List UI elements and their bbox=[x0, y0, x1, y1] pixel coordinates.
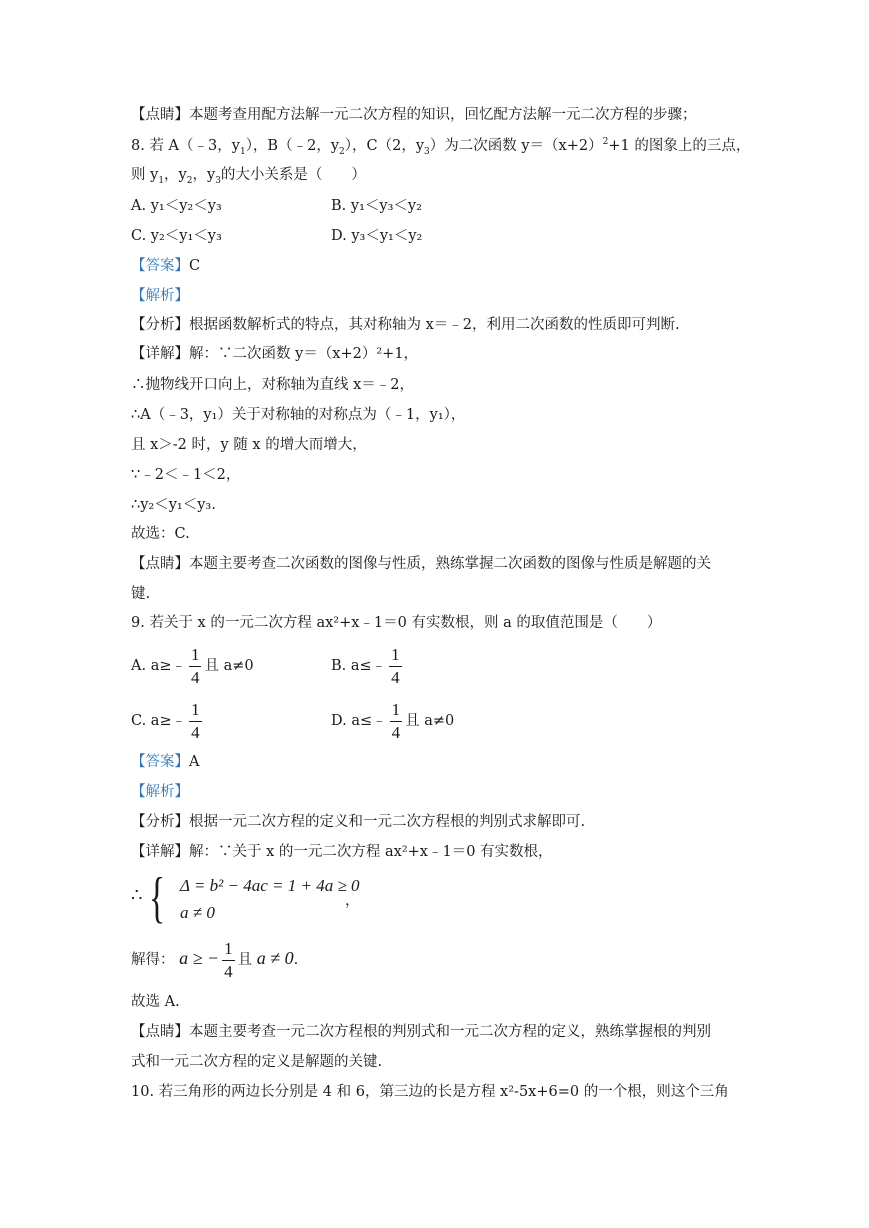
q8-options-row1 bbox=[131, 196, 422, 216]
q8-answer: 【答案】C bbox=[131, 258, 201, 274]
option-a: A. y₁＜y₂＜y₃ bbox=[131, 198, 222, 214]
tag-answer: 【答案】 bbox=[131, 754, 189, 770]
question-8-line2: 则 $y_1$，$y_2$，$y_3$的大小关系是（ ） bbox=[131, 167, 366, 186]
q8-detail-6: ∴y₂＜y₁＜y₃. bbox=[131, 497, 216, 513]
q9-options-row1 bbox=[131, 642, 400, 690]
q8-dianjing-2: 键. bbox=[131, 586, 151, 602]
q8-options-row2 bbox=[131, 226, 423, 246]
q8-detail-5: ∵﹣2＜﹣1＜2， bbox=[131, 467, 241, 483]
system-line-2: a ≠ 0 bbox=[180, 903, 215, 922]
option-c: C. a≥﹣ $\frac{1}{4}$ bbox=[131, 699, 200, 742]
q8-analysis-tag: 【解析】 bbox=[131, 288, 189, 304]
system-comma: ， bbox=[345, 893, 360, 909]
q9-choose: 故选 A. bbox=[131, 994, 180, 1010]
option-d: D. a≤﹣ $\frac{1}{4}$ 且 a≠0 bbox=[331, 699, 455, 742]
dianjing-text: 本题考查用配方法解一元二次方程的知识，回忆配方法解一元二次方程的步骤； bbox=[189, 107, 697, 123]
fraction: $\frac{1}{4}$ bbox=[391, 644, 400, 687]
therefore-symbol: ∴ bbox=[131, 885, 143, 906]
dianjing-line bbox=[131, 105, 697, 125]
fraction: $\frac{1}{4}$ bbox=[224, 938, 233, 981]
question-9: 9. 若关于 x 的一元二次方程 ax²+x﹣1＝0 有实数根，则 a 的取值范围是（ ） bbox=[131, 615, 662, 631]
q8-detail-4: 且 x＞-2 时，y 随 x 的增大而增大， bbox=[131, 437, 367, 453]
q8-dianjing: 【点睛】本题主要考查二次函数的图像与性质，熟练掌握二次函数的图像与性质是解题的关 bbox=[131, 556, 711, 572]
fraction: $\frac{1}{4}$ bbox=[191, 699, 200, 742]
q9-solve: 解得： a ≥ − $\frac{1}{4}$ 且 a ≠ 0. bbox=[131, 938, 299, 981]
question-10: 10. 若三角形的两边长分别是 4 和 6，第三边的长是方程 x²-5x+6=0 的一个根，则这个三角 bbox=[131, 1084, 729, 1100]
q8-fenxi: 【分析】根据函数解析式的特点，其对称轴为 x＝﹣2，利用二次函数的性质即可判断. bbox=[131, 317, 680, 333]
tag-answer: 【答案】 bbox=[131, 258, 189, 274]
option-b: B. a≤﹣ $\frac{1}{4}$ bbox=[331, 644, 400, 687]
option-b: B. y₁＜y₃＜y₂ bbox=[331, 198, 422, 214]
q9-detail-1: 【详解】解：∵关于 x 的一元二次方程 ax²+x﹣1＝0 有实数根， bbox=[131, 844, 553, 860]
q9-fenxi: 【分析】根据一元二次方程的定义和一元二次方程根的判别式求解即可. bbox=[131, 814, 586, 830]
option-c: C. y₂＜y₁＜y₃ bbox=[131, 228, 222, 244]
q9-dianjing: 【点睛】本题主要考查一元二次方程根的判别式和一元二次方程的定义，熟练掌握根的判别 bbox=[131, 1024, 711, 1040]
q8-detail-7: 故选：C. bbox=[131, 526, 190, 542]
fraction: $\frac{1}{4}$ bbox=[391, 699, 401, 742]
question-8: 8. 若 A（﹣3，$y_1$），B（﹣2，$y_2$），C（2，$y_3$）为二次函数 $y=(x+2)^2+1$ 的图象上的三点， bbox=[131, 137, 751, 157]
q9-options-row2 bbox=[131, 697, 455, 745]
q8-detail-3: ∴A（﹣3，y₁）关于对称轴的对称点为（﹣1，y₁）， bbox=[131, 407, 466, 423]
q8-detail-2: ∴抛物线开口向上，对称轴为直线 x＝﹣2， bbox=[131, 377, 415, 393]
q9-dianjing-2: 式和一元二次方程的定义是解题的关键. bbox=[131, 1054, 383, 1070]
q9-analysis-tag: 【解析】 bbox=[131, 784, 189, 800]
option-a: A. a≥﹣ $\frac{1}{4}$ 且 a≠0 bbox=[131, 644, 254, 687]
q9-answer: 【答案】A bbox=[131, 754, 200, 770]
brace: { bbox=[149, 867, 166, 929]
system-line-1: Δ = b² − 4ac = 1 + 4a ≥ 0 bbox=[180, 876, 360, 895]
tag-dianjing: 【点睛】 bbox=[131, 107, 189, 123]
fraction: $\frac{1}{4}$ bbox=[190, 644, 200, 687]
option-d: D. y₃＜y₁＜y₂ bbox=[331, 228, 423, 244]
q8-detail-1: 【详解】解：∵二次函数 y＝（x+2）²+1， bbox=[131, 346, 419, 362]
